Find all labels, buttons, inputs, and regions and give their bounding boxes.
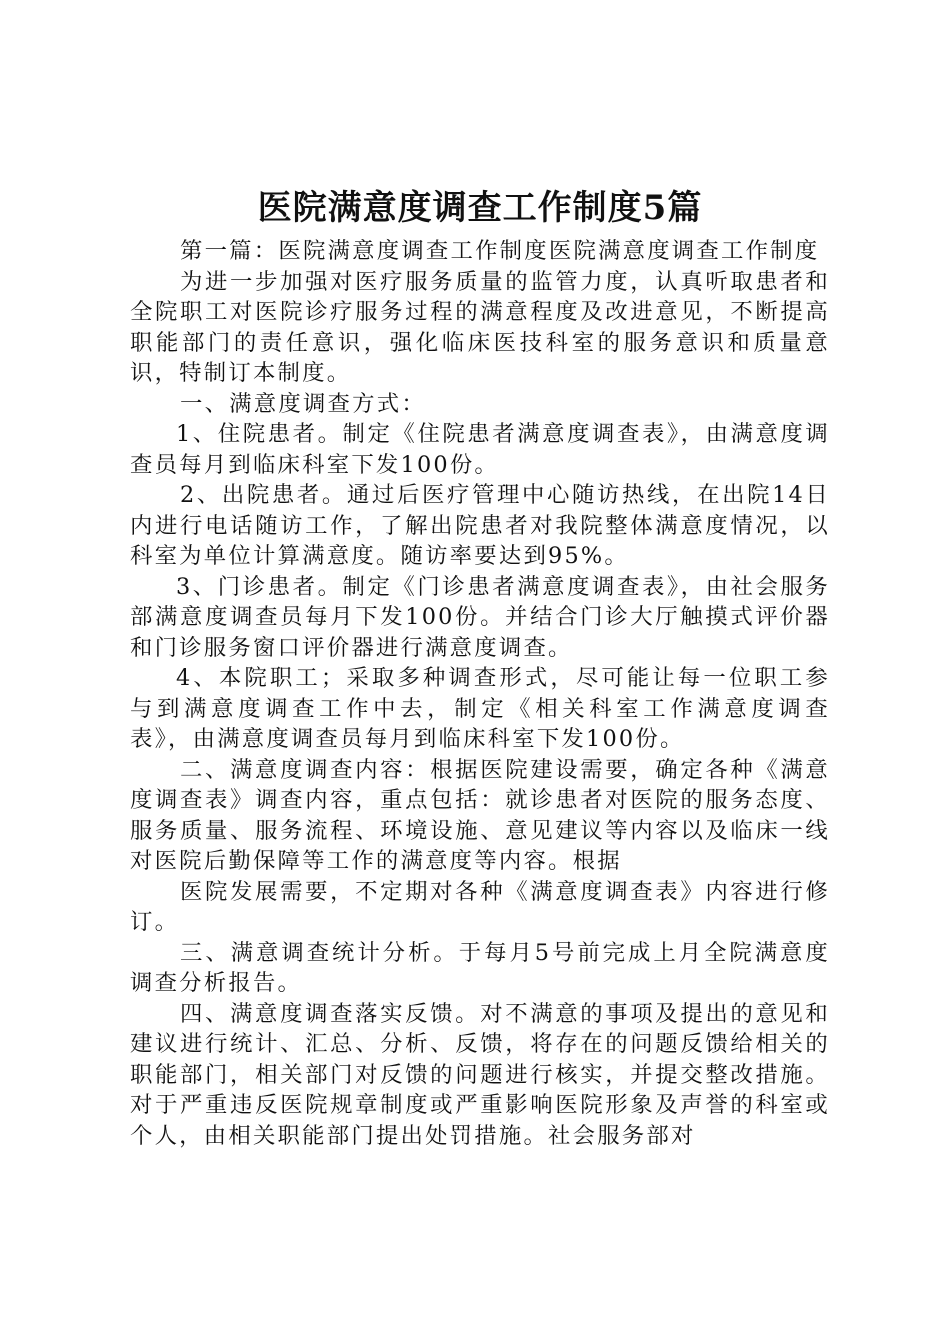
paragraph-purpose: 为进一步加强对医疗服务质量的监管力度，认真听取患者和全院职工对医院诊疗服务过程的满意程度及改进意见，不断提高职能部门的责任意识，强化临床医技科室的服务意识和质量意识，特制订本制度。 bbox=[130, 268, 830, 386]
paragraph-section-1-heading: 一、满意度调查方式： bbox=[180, 390, 426, 417]
paragraph-section-4: 四、满意度调查落实反馈。对不满意的事项及提出的意见和建议进行统计、汇总、分析、反馈，将存在的问题反馈给相关的职能部门，相关部门对反馈的问题进行核实，并提交整改措施。对于严重违反医院规章制度或严重影响医院形象及声誉的科室或个人，由相关职能部门提出处罚措施。社会服务部对 bbox=[130, 1000, 830, 1149]
document-body bbox=[130, 236, 830, 1151]
document-title: 医院满意度调查工作制度5篇 bbox=[257, 188, 703, 228]
paragraph-intro-heading: 第一篇：医院满意度调查工作制度医院满意度调查工作制度 bbox=[180, 238, 820, 264]
paragraph-section-3: 三、满意调查统计分析。于每月5号前完成上月全院满意度调查分析报告。 bbox=[130, 939, 830, 996]
paragraph-item-1: 1、住院患者。制定《住院患者满意度调查表》，由满意度调查员每月到临床科室下发100份。 bbox=[130, 421, 830, 478]
paragraph-section-2-cont: 医院发展需要，不定期对各种《满意度调查表》内容进行修订。 bbox=[130, 878, 830, 935]
paragraph-section-2: 二、满意度调查内容：根据医院建设需要，确定各种《满意度调查表》调查内容，重点包括：就诊患者对医院的服务态度、服务质量、服务流程、环境设施、意见建议等内容以及临床一线对医院后勤保障等工作的满意度等内容。根据 bbox=[130, 756, 830, 874]
paragraph-item-2: 2、出院患者。通过后医疗管理中心随访热线，在出院14日内进行电话随访工作，了解出院患者对我院整体满意度情况，以科室为单位计算满意度。随访率要达到95%。 bbox=[130, 482, 830, 569]
paragraph-item-4: 4、本院职工；采取多种调查形式，尽可能让每一位职工参与到满意度调查工作中去，制定《相关科室工作满意度调查表》，由满意度调查员每月到临床科室下发100份。 bbox=[130, 665, 830, 752]
paragraph-item-3: 3、门诊患者。制定《门诊患者满意度调查表》，由社会服务部满意度调查员每月下发100份。并结合门诊大厅触摸式评价器和门诊服务窗口评价器进行满意度调查。 bbox=[130, 573, 830, 661]
